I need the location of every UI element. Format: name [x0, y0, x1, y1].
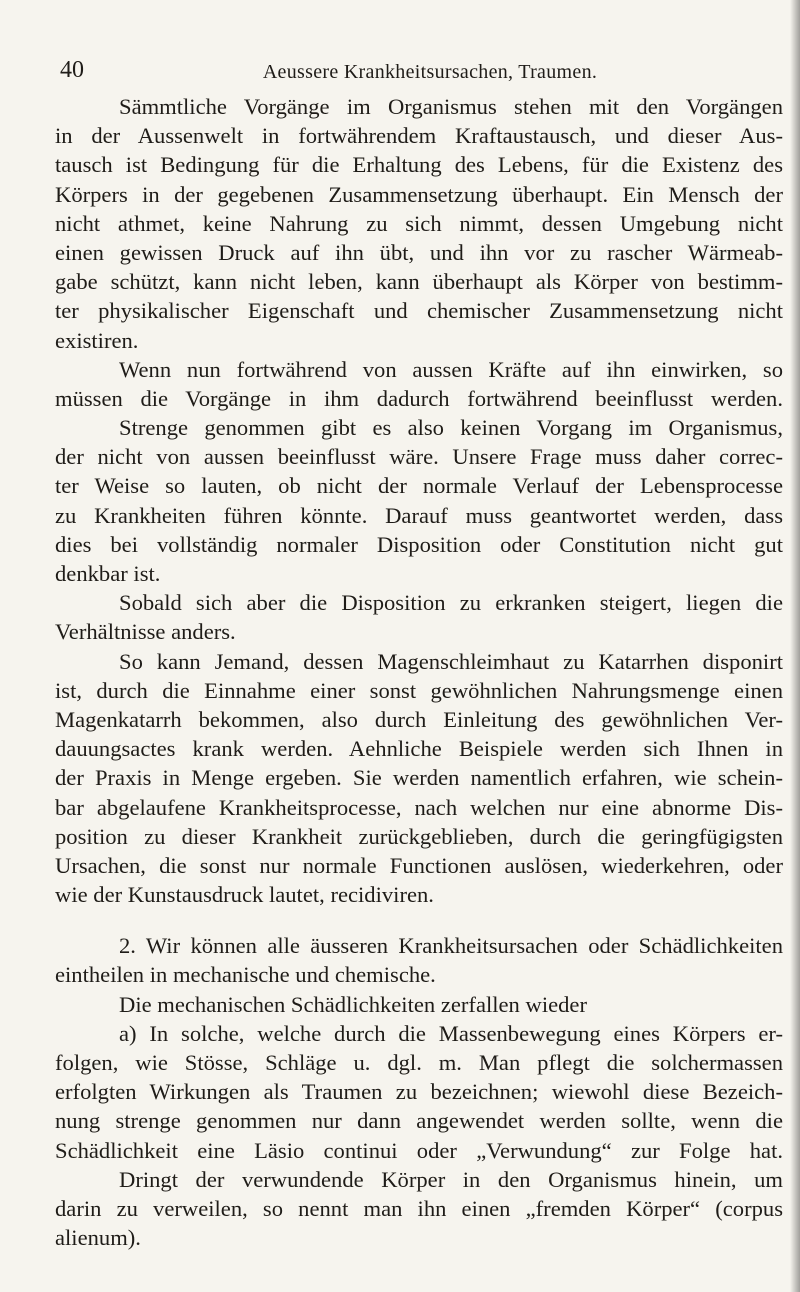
- text-line: der nicht von aussen beeinflusst wäre. Unsere Frage muss daher correc-: [55, 444, 783, 470]
- text-line: nicht athmet, keine Nahrung zu sich nimmt, dessen Umgebung nicht: [55, 210, 783, 236]
- text-line: ter physikalischer Eigenschaft und chemischer Zusammensetzung nicht: [55, 298, 783, 324]
- text-line: ter Weise so lauten, ob nicht der normale Verlauf der Lebensprocesse: [55, 473, 783, 499]
- text-line: eintheilen in mechanische und chemische.: [55, 962, 436, 988]
- text-line: zu Krankheiten führen könnte. Darauf muss geantwortet werden, dass: [55, 502, 783, 528]
- text-line: darin zu verweilen, so nennt man ihn einen „fremden Körper“ (corpus: [55, 1195, 783, 1221]
- text-line: denkbar ist.: [55, 561, 161, 586]
- text-line: Schädlichkeit eine Läsio continui oder „Verwundung“ zur Folge hat.: [55, 1137, 783, 1163]
- text-line: Magenkatarrh bekommen, also durch Einleitung des gewöhnlichen Ver-: [55, 706, 783, 732]
- text-line: Wenn nun fortwährend von aussen Kräfte auf ihn einwirken, so: [119, 356, 783, 382]
- paragraph-gap: [55, 909, 783, 931]
- text-line: in der Aussenwelt in fortwährendem Kraftaustausch, und dieser Aus-: [55, 123, 783, 149]
- text-line: bar abgelaufene Krankheitsprocesse, nach welchen nur eine abnorme Dis-: [55, 794, 783, 820]
- text-line: der Praxis in Menge ergeben. Sie werden namentlich erfahren, wie schein-: [55, 765, 783, 791]
- text-line: Verhältnisse anders.: [55, 619, 236, 645]
- text-line: Ursachen, die sonst nur normale Functionen auslösen, wiederkehren, oder: [55, 852, 783, 878]
- text-line: nung strenge genommen nur dann angewendet werden sollte, wenn die: [55, 1108, 783, 1134]
- text-line: 2. Wir können alle äusseren Krankheitsursachen oder Schädlichkeiten: [119, 933, 783, 959]
- text-line: So kann Jemand, dessen Magenschleimhaut zu Katarrhen disponirt: [119, 648, 783, 674]
- text-line: dauungsactes krank werden. Aehnliche Beispiele werden sich Ihnen in: [55, 736, 783, 762]
- text-line: Dringt der verwundende Körper in den Organismus hinein, um: [119, 1166, 783, 1192]
- text-line: Strenge genommen gibt es also keinen Vorgang im Organismus,: [119, 415, 783, 441]
- text-line: existiren.: [55, 327, 139, 353]
- text-line: alienum).: [55, 1225, 141, 1251]
- text-line: folgen, wie Stösse, Schläge u. dgl. m. Man pflegt die solchermassen: [55, 1050, 783, 1075]
- text-line: position zu dieser Krankheit zurückgeblieben, durch die geringfügigsten: [55, 823, 783, 849]
- text-line: tausch ist Bedingung für die Erhaltung des Lebens, für die Existenz des: [55, 152, 783, 178]
- text-line: dies bei vollständig normaler Disposition oder Constitution nicht gut: [55, 531, 783, 557]
- text-line: Sobald sich aber die Disposition zu erkranken steigert, liegen die: [119, 590, 783, 616]
- text-line: ist, durch die Einnahme einer sonst gewöhnlichen Nahrungsmenge einen: [55, 677, 783, 703]
- text-line: a) In solche, welche durch die Massenbewegung eines Körpers er-: [119, 1020, 783, 1046]
- body-text: [55, 92, 783, 1252]
- text-line: erfolgten Wirkungen als Traumen zu bezeichnen; wiewohl diese Bezeich-: [55, 1079, 783, 1105]
- text-line: Körpers in der gegebenen Zusammensetzung überhaupt. Ein Mensch der: [55, 181, 783, 207]
- text-line: einen gewissen Druck auf ihn übt, und ihn vor zu rascher Wärmeab-: [55, 239, 783, 265]
- text-line: gabe schützt, kann nicht leben, kann überhaupt als Körper von bestimm-: [55, 269, 783, 295]
- page-number: 40: [60, 57, 84, 83]
- page-edge-shadow: [790, 0, 800, 1292]
- running-head: Aeussere Krankheitsursachen, Traumen.: [262, 61, 598, 83]
- text-line: Sämmtliche Vorgänge im Organismus stehen mit den Vorgängen: [119, 94, 783, 119]
- text-line: wie der Kunstausdruck lautet, recidiviren.: [55, 882, 434, 908]
- text-line: Die mechanischen Schädlichkeiten zerfallen wieder: [119, 991, 587, 1017]
- text-line: müssen die Vorgänge in ihm dadurch fortwährend beeinflusst werden.: [55, 385, 783, 411]
